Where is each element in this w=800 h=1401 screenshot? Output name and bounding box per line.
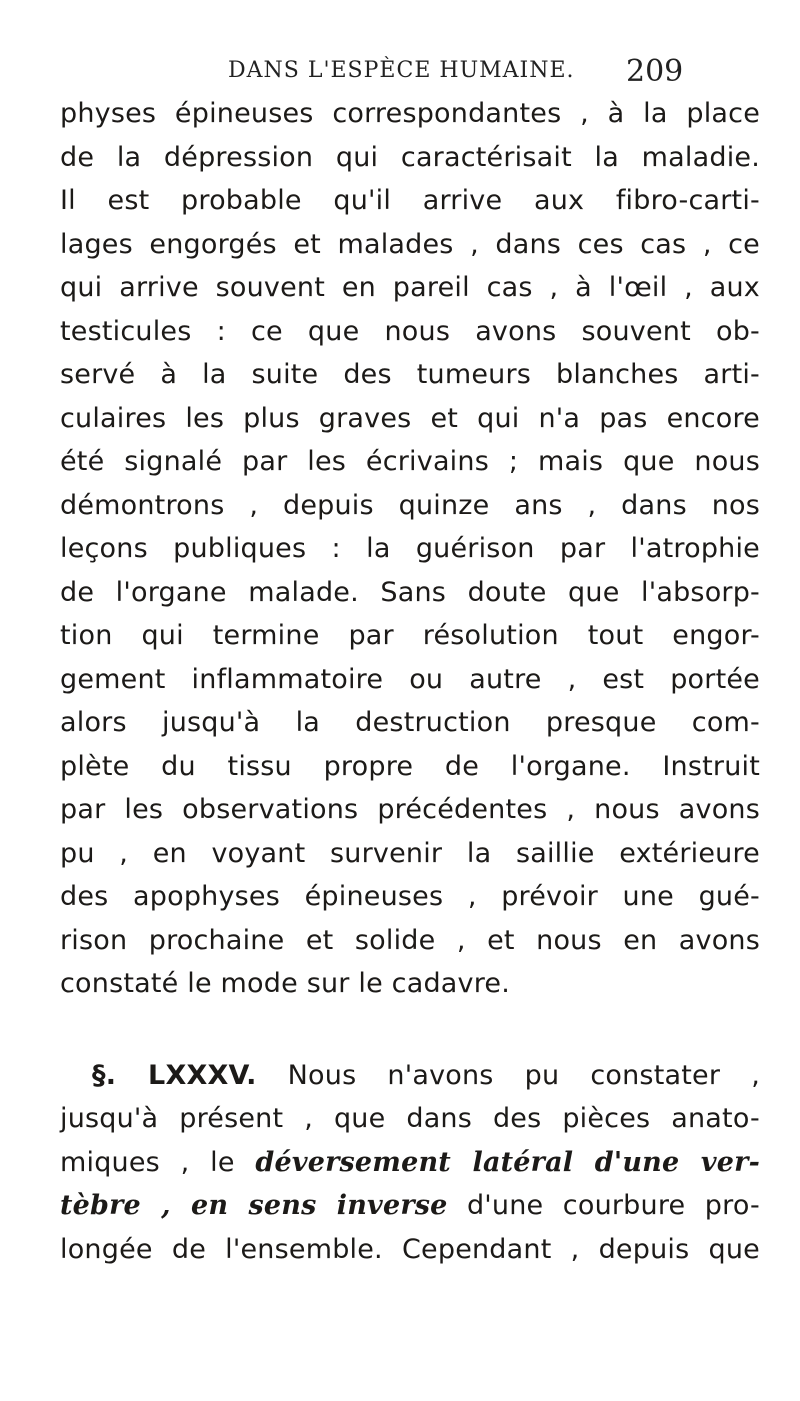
text-line: démontrons , depuis quinze ans , dans nos bbox=[60, 489, 760, 521]
text-line: Il est probable qu'il arrive aux fibro-carti- bbox=[60, 185, 760, 216]
text-line bbox=[60, 1141, 760, 1185]
text-line: été signalé par les écrivains ; mais que nous bbox=[60, 446, 760, 477]
text-line: alors jusqu'à la destruction presque com- bbox=[60, 707, 760, 738]
page-number: 209 bbox=[626, 54, 684, 89]
text-line: de la dépression qui caractérisait la maladie. bbox=[60, 141, 760, 173]
paragraph-gap bbox=[60, 1006, 760, 1054]
text-line: tion qui termine par résolution tout engor- bbox=[60, 620, 760, 651]
paragraph-2 bbox=[60, 1054, 760, 1272]
text-line: qui arrive souvent en pareil cas , à l'œil , aux bbox=[60, 272, 760, 303]
text-line: lages engorgés et malades , dans ces cas , ce bbox=[60, 228, 760, 260]
text-line: constaté le mode sur le cadavre. bbox=[60, 968, 511, 999]
text-line: par les observations précédentes , nous avons bbox=[60, 794, 760, 825]
text-line: jusqu'à présent , que dans des pièces anato- bbox=[60, 1103, 760, 1134]
text-line: des apophyses épineuses , prévoir une gué- bbox=[60, 881, 760, 912]
text-line: testicules : ce que nous avons souvent ob- bbox=[60, 315, 760, 347]
text-line: rison prochaine et solide , et nous en avons bbox=[60, 924, 760, 956]
text-line bbox=[60, 1054, 760, 1098]
text-line: gement inflammatoire ou autre , est portée bbox=[60, 663, 760, 695]
text-line: leçons publiques : la guérison par l'atrophie bbox=[60, 533, 760, 564]
text-line bbox=[60, 1184, 760, 1228]
text-line: pu , en voyant survenir la saillie extérieure bbox=[60, 837, 760, 869]
text-span: d'une courbure pro- bbox=[447, 1190, 760, 1221]
italic-phrase: tèbre , en sens inverse bbox=[60, 1190, 448, 1221]
section-number: §. LXXXV. bbox=[92, 1059, 257, 1091]
running-title: DANS L'ESPÈCE HUMAINE. bbox=[228, 58, 575, 83]
italic-phrase: déversement latéral d'une ver- bbox=[255, 1146, 761, 1178]
text-line: servé à la suite des tumeurs blanches arti- bbox=[60, 359, 760, 390]
text-line: longée de l'ensemble. Cependant , depuis que bbox=[60, 1233, 760, 1265]
text-line: physes épineuses correspondantes , à la place bbox=[60, 98, 760, 129]
text-line: de l'organe malade. Sans doute que l'absorp- bbox=[60, 576, 760, 608]
text-line: culaires les plus graves et qui n'a pas encore bbox=[60, 402, 760, 434]
paragraph-1 bbox=[60, 92, 760, 1006]
text-span: Nous n'avons pu constater , bbox=[256, 1059, 760, 1091]
text-span: miques , le bbox=[60, 1146, 256, 1178]
body-text bbox=[60, 92, 760, 1271]
running-head bbox=[0, 54, 800, 90]
text-line: plète du tissu propre de l'organe. Instruit bbox=[60, 750, 760, 782]
